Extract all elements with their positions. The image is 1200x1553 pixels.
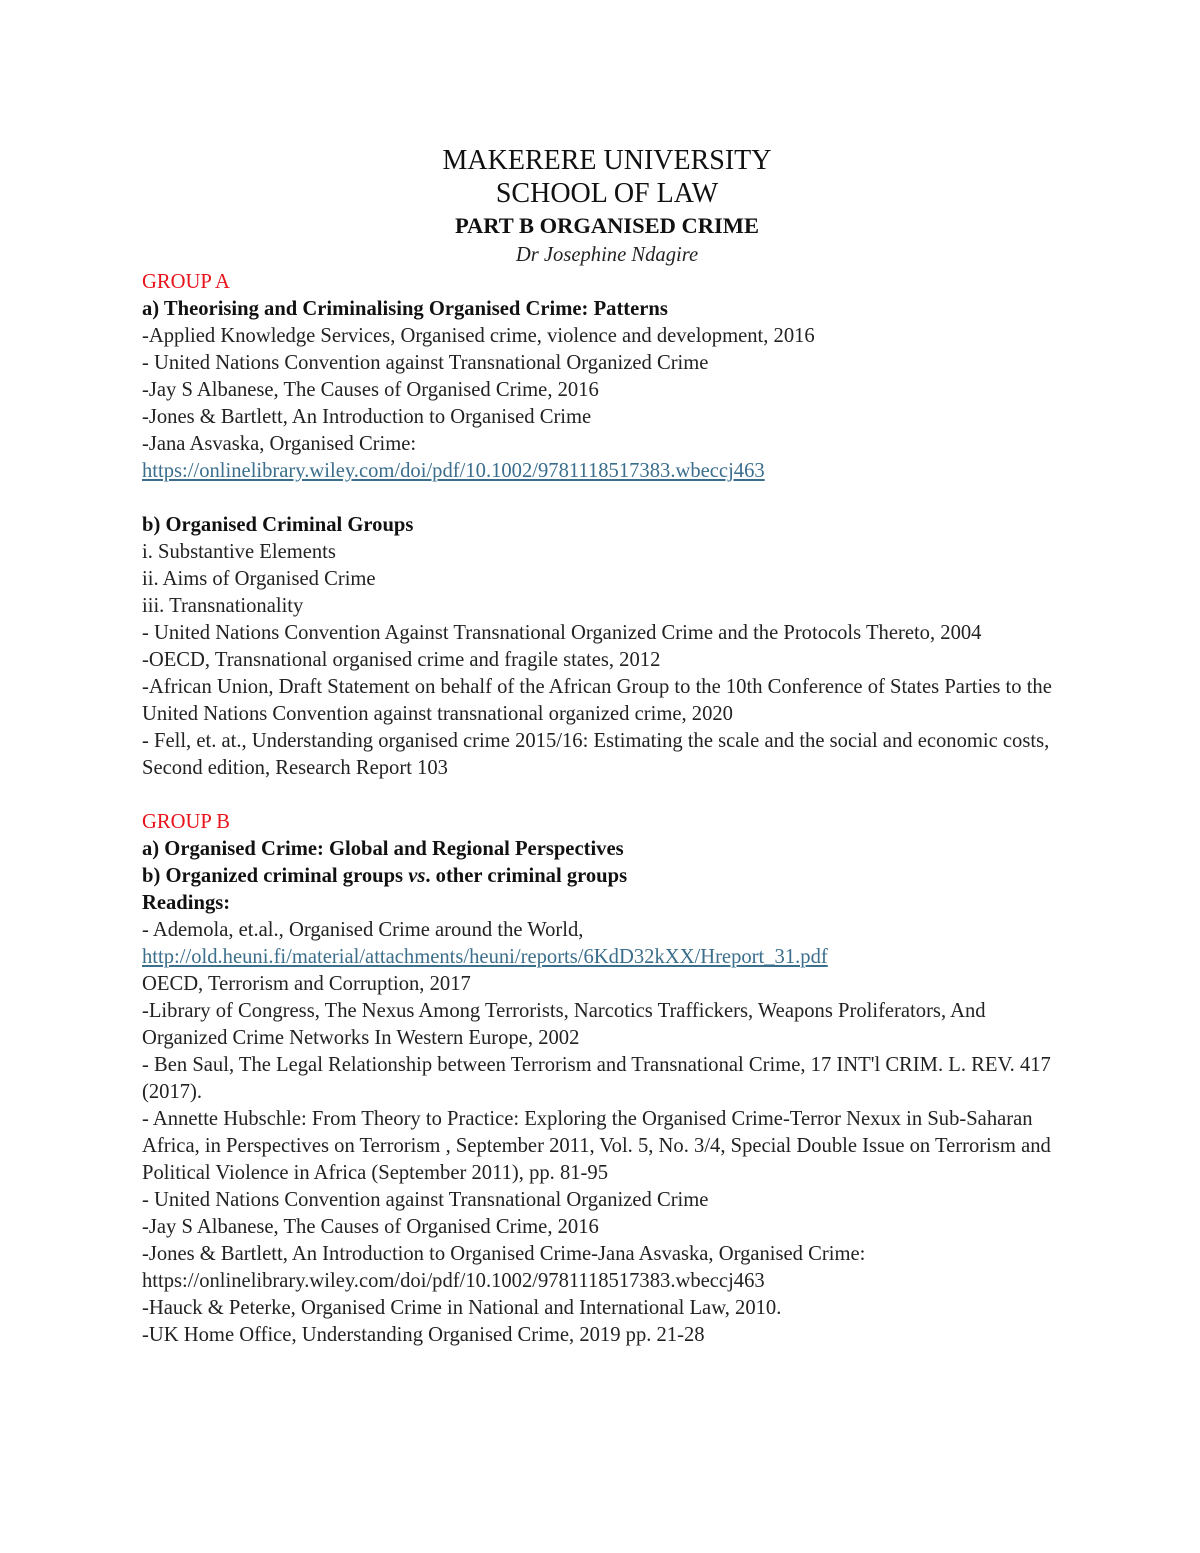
wiley-link[interactable]: https://onlinelibrary.wiley.com/doi/pdf/10.1002/9781118517383.wbeccj463 [142,460,765,482]
heading-b-text: . other criminal groups [425,865,628,887]
lecturer-name: Dr Josephine Ndagire [515,244,699,266]
reading-item: -Jay S Albanese, The Causes of Organised Crime, 2016 [142,1216,599,1238]
reading-item: OECD, Terrorism and Corruption, 2017 [142,973,471,995]
reading-item: - Annette Hubschle: From Theory to Practice: Exploring the Organised Crime-Terror Nexux in Sub-Saharan Africa, in Perspectives on Terrorism , September 2011, Vol. 5, No. 3/4, Special Double Issue on Terrorism and Political Violence in Africa (September 2011), pp. 81-95 [142,1108,1051,1184]
group-a-section [142,269,1072,782]
reading-item: - United Nations Convention against Transnational Organized Crime [142,352,709,374]
reading-item: -OECD, Transnational organised crime and fragile states, 2012 [142,649,661,671]
school-name: SCHOOL OF LAW [495,178,719,209]
reading-item: -Jay S Albanese, The Causes of Organised Crime, 2016 [142,379,599,401]
reading-item: - United Nations Convention Against Transnational Organized Crime and the Protocols Thereto, 2004 [142,622,982,644]
sub-item: ii. Aims of Organised Crime [142,568,376,590]
group-b-section [142,809,1072,1349]
spacer [142,485,1072,512]
reading-item: - Ben Saul, The Legal Relationship between Terrorism and Transnational Crime, 17 INT'l CRIM. L. REV. 417 (2017). [142,1054,1051,1103]
reading-item: -Jones & Bartlett, An Introduction to Organised Crime [142,406,592,428]
reading-item: -UK Home Office, Understanding Organised Crime, 2019 pp. 21-28 [142,1324,705,1346]
document-page [142,142,1072,1349]
group-a-label: GROUP A [142,271,230,293]
reading-item: -Applied Knowledge Services, Organised crime, violence and development, 2016 [142,325,815,347]
document-header [142,144,1072,269]
sub-item: i. Substantive Elements [142,541,336,563]
reading-item: - United Nations Convention against Transnational Organized Crime [142,1189,709,1211]
reading-item: -African Union, Draft Statement on behalf of the African Group to the 10th Conference of States Parties to the United Nations Convention against transnational organized crime, 2020 [142,676,1052,725]
reading-item: https://onlinelibrary.wiley.com/doi/pdf/10.1002/9781118517383.wbeccj463 [142,1270,765,1292]
group-b-heading-b [142,863,1072,890]
reading-item: -Jones & Bartlett, An Introduction to Organised Crime-Jana Asvaska, Organised Crime: [142,1243,866,1265]
university-name: MAKERERE UNIVERSITY [442,145,772,176]
reading-item: - Fell, et. at., Understanding organised crime 2015/16: Estimating the scale and the social and economic costs, Second edition, Research Report 103 [142,730,1050,779]
group-a-heading-b: b) Organised Criminal Groups [142,514,414,536]
heading-b-text: b) Organized criminal groups [142,865,409,887]
reading-item: -Jana Asvaska, Organised Crime: [142,433,417,455]
heading-b-vs: vs [408,865,426,887]
sub-item: iii. Transnationality [142,595,304,617]
group-b-heading-a: a) Organised Crime: Global and Regional Perspectives [142,838,624,860]
group-b-label: GROUP B [142,811,230,833]
reading-item: - Ademola, et.al., Organised Crime around the World, [142,919,584,941]
reading-item: -Library of Congress, The Nexus Among Terrorists, Narcotics Traffickers, Weapons Proliferators, And Organized Crime Networks In Western Europe, 2002 [142,1000,986,1049]
spacer [142,782,1072,809]
group-a-heading-a: a) Theorising and Criminalising Organised Crime: Patterns [142,298,668,320]
readings-label: Readings: [142,892,231,914]
reading-item: -Hauck & Peterke, Organised Crime in National and International Law, 2010. [142,1297,782,1319]
heuni-link[interactable]: http://old.heuni.fi/material/attachments/heuni/reports/6KdD32kXX/Hreport_31.pdf [142,946,828,968]
course-title: PART B ORGANISED CRIME [454,213,760,238]
